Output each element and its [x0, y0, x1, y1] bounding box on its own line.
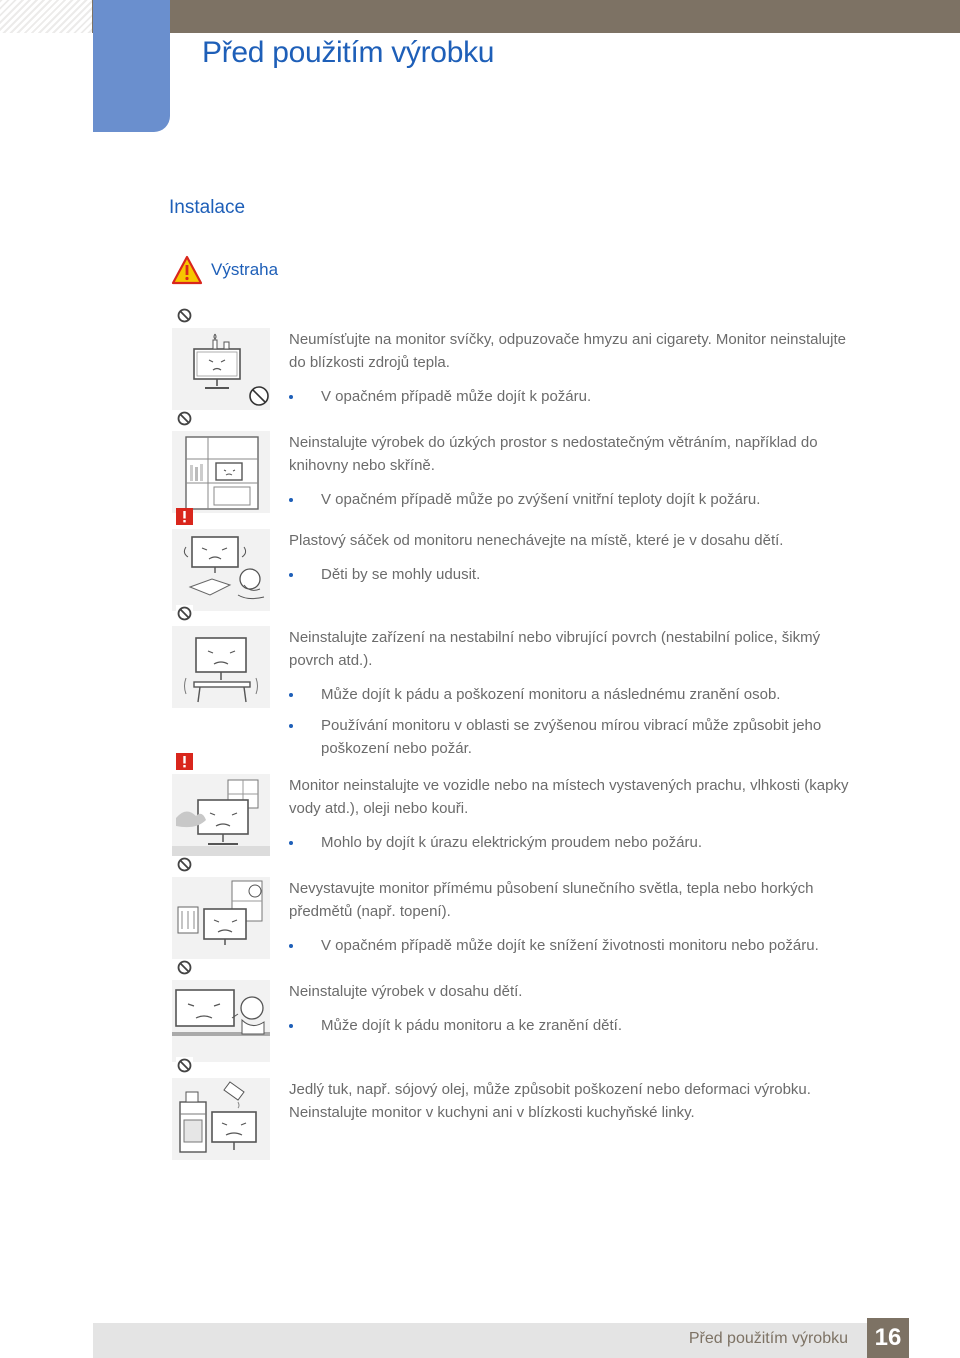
illustration-sunlight-heater [172, 877, 270, 959]
instruction-text-block [289, 774, 849, 862]
bullet-item: V opačném případě může po zvýšení vnitřní teploty dojít k požáru. [289, 488, 849, 511]
instruction-text-block [289, 980, 849, 1045]
instruction-text: Neumísťujte na monitor svíčky, odpuzovače hmyzu ani cigarety. Monitor neinstalujte do blízkosti zdrojů tepla. [289, 331, 846, 371]
header-hatch-pattern [0, 0, 92, 33]
bullet-item: V opačném případě může dojít ke snížení životnosti monitoru nebo požáru. [289, 934, 849, 957]
prohibition-icon [176, 1057, 193, 1074]
bullet-list [289, 1014, 849, 1037]
instruction-text-block [289, 626, 849, 768]
bullet-list [289, 831, 849, 854]
instruction-text: Monitor neinstalujte ve vozidle nebo na místech vystavených prachu, vlhkosti (kapky vody atd.), oleji nebo kouři. [289, 777, 849, 817]
instruction-text-block [289, 328, 849, 416]
bullet-item: Mohlo by dojít k úrazu elektrickým proudem nebo požáru. [289, 831, 849, 854]
instruction-text: Plastový sáček od monitoru nenechávejte na místě, které je v dosahu dětí. [289, 532, 784, 549]
exclamation-icon [176, 753, 193, 770]
bullet-list [289, 563, 849, 586]
instruction-text-block [289, 1078, 849, 1124]
page-number: 16 [867, 1318, 909, 1358]
prohibition-icon [176, 856, 193, 873]
instruction-text: Neinstalujte výrobek v dosahu dětí. [289, 983, 523, 1000]
bullet-item: Děti by se mohly udusit. [289, 563, 849, 586]
warning-label-text: Výstraha [211, 260, 279, 279]
prohibition-icon [176, 410, 193, 427]
prohibition-icon [176, 307, 193, 324]
bullet-item: Může dojít k pádu monitoru a ke zranění dětí. [289, 1014, 849, 1037]
instruction-text-block [289, 431, 849, 519]
illustration-child-plastic-bag [172, 529, 270, 611]
warning-label [171, 255, 278, 285]
instruction-text: Nevystavujte monitor přímému působení slunečního světla, tepla nebo horkých předmětů (např. topení). [289, 880, 814, 920]
warning-triangle-icon [171, 255, 203, 285]
instruction-text-block [289, 529, 849, 594]
illustration-child-reaching-monitor [172, 980, 270, 1062]
bullet-list [289, 934, 849, 957]
prohibition-icon [176, 959, 193, 976]
page-title: Před použitím výrobku [202, 36, 495, 69]
bullet-list [289, 488, 849, 511]
bullet-list [289, 385, 849, 408]
chapter-tab [93, 0, 170, 132]
illustration-unstable-surface [172, 626, 270, 708]
bullet-item: V opačném případě může dojít k požáru. [289, 385, 849, 408]
bullet-item: Může dojít k pádu a poškození monitoru a následnému zranění osob. [289, 683, 849, 706]
exclamation-icon [176, 508, 193, 525]
prohibition-icon [176, 605, 193, 622]
instruction-text-block [289, 877, 849, 965]
instruction-text: Neinstalujte výrobek do úzkých prostor s nedostatečným větráním, například do knihovny nebo skříně. [289, 434, 818, 474]
illustration-kitchen-oil [172, 1078, 270, 1160]
section-heading: Instalace [169, 197, 246, 218]
illustration-dust-humidity [172, 774, 270, 856]
bullet-list [289, 683, 849, 760]
footer-chapter-title: Před použitím výrobku [688, 1330, 848, 1347]
instruction-text: Jedlý tuk, např. sójový olej, může způsobit poškození nebo deformaci výrobku. Neinstalujte monitor v kuchyni ani v blízkosti kuchyňské linky. [289, 1081, 811, 1121]
illustration-monitor-in-cabinet [172, 431, 270, 513]
illustration-candles-on-monitor [172, 328, 270, 410]
instruction-text: Neinstalujte zařízení na nestabilní nebo vibrující povrch (nestabilní police, šikmý povrch atd.). [289, 629, 821, 669]
bullet-item: Používání monitoru v oblasti se zvýšenou mírou vibrací může způsobit jeho poškození nebo požár. [289, 714, 849, 760]
